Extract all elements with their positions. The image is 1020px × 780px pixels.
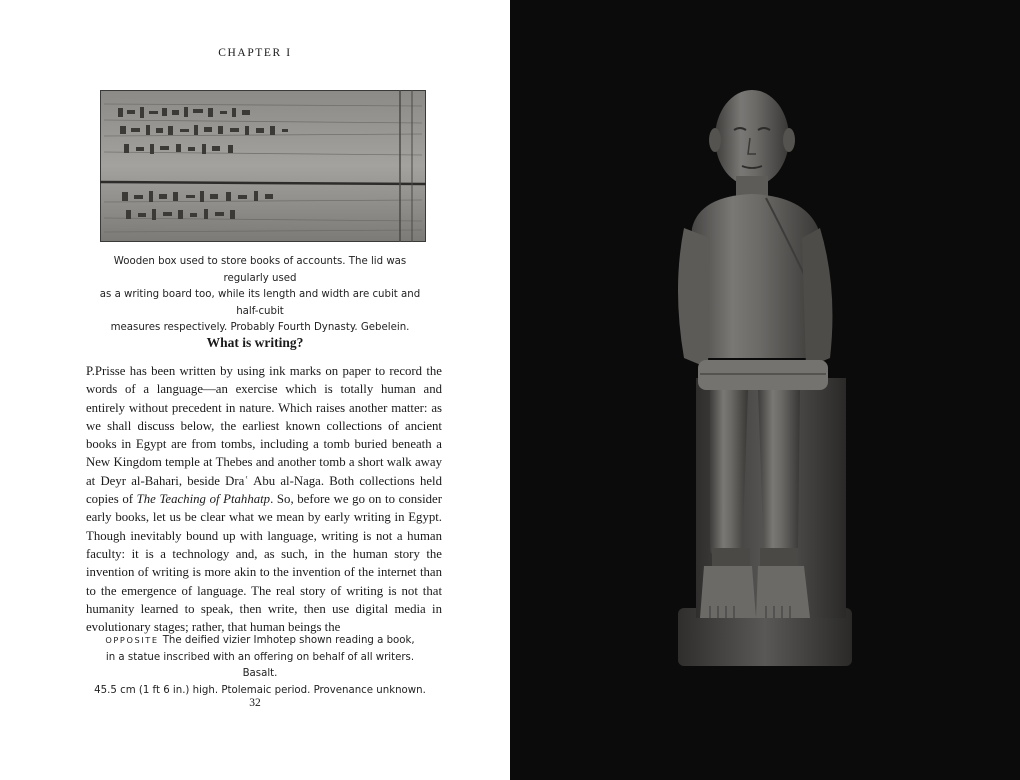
opposite-caption-line: in a statue inscribed with an offering on behalf of all writers. Basalt. [105, 651, 415, 679]
body-paragraph [86, 362, 442, 636]
body-text-part: P.Prisse has been written by using ink marks on paper to record the words of a language—an exercise which is totally human and entirely without precedent in nature. Which raises another matter: as we shall discuss below, the earliest known collections of ancient books in Egypt are from tombs, including a tomb buried beneath a New Kingdom temple at Thebes and another tomb a short walk away at Deyr al-Bahari, beside Draʿ Abu al-Naga. Both collections held copies of [86, 364, 442, 507]
figure-caption-line: measures respectively. Probably Fourth Dynasty. Gebelein. [110, 322, 410, 333]
opposite-caption [90, 632, 430, 699]
wooden-box-photo [100, 90, 426, 242]
chapter-heading: CHAPTER I [218, 47, 292, 59]
book-title-italic: The Teaching of Ptahhatp [136, 492, 271, 507]
opposite-caption-line [90, 632, 430, 650]
opposite-caption-text: The deified vizier Imhotep shown reading a book, [162, 635, 415, 646]
body-text-part: . So, before we go on to consider early books, let us be clear what we mean by early writing in Egypt. Though inevitably bound up with language, writing is not a human faculty: it is a technology and, as such, in the human story the invention of writing is more akin to the invention of the internet than to the emergence of language. The real story of writing is not that humanity learned to speak, then write, then use digital media in evolutionary stages; rather, that human beings the [86, 492, 442, 635]
figure-caption [90, 254, 430, 337]
opposite-label: OPPOSITE [105, 635, 159, 645]
section-title: What is writing? [206, 335, 304, 350]
right-page [510, 0, 1020, 780]
imhotep-statue-photo [670, 78, 860, 670]
figure-caption-line: Wooden box used to store books of accounts. The lid was regularly used [113, 256, 407, 284]
figure-caption-line: as a writing board too, while its length and width are cubit and half-cubit [99, 289, 421, 317]
page-number: 32 [249, 697, 261, 709]
opposite-caption-line: 45.5 cm (1 ft 6 in.) high. Ptolemaic period. Provenance unknown. [94, 684, 426, 696]
